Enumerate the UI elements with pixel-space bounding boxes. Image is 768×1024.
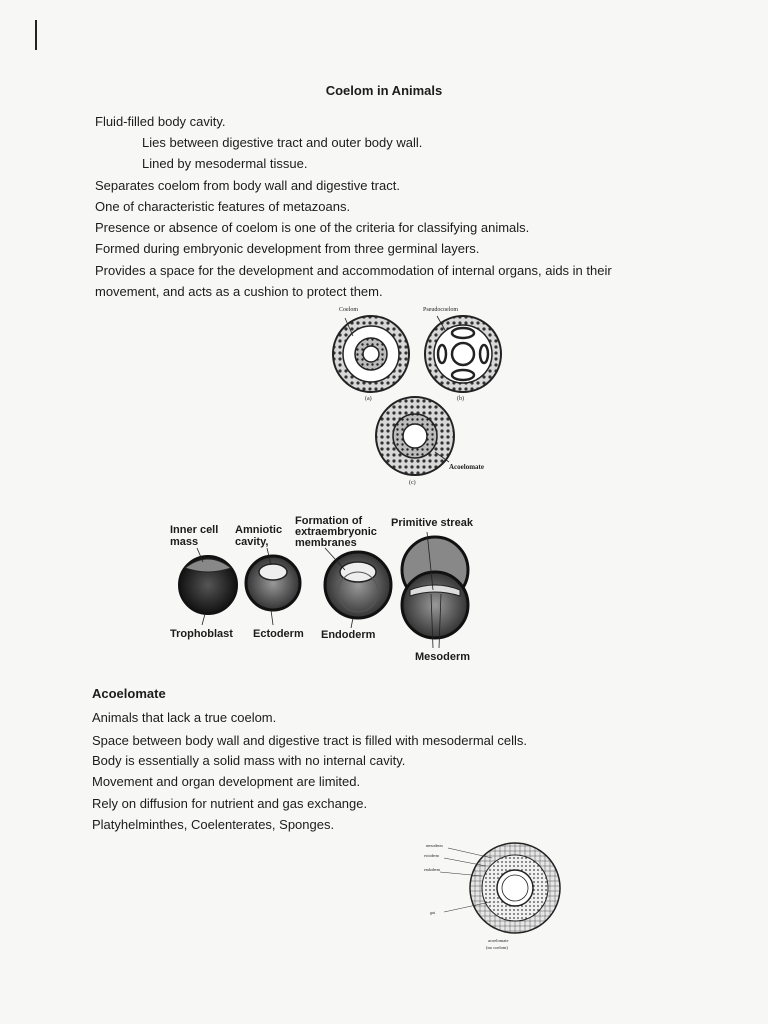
label-inner-cell: Inner cell <box>170 524 219 536</box>
acoelomate-line: Body is essentially a solid mass with no internal cavity. <box>92 753 406 768</box>
tiny-label: gut <box>430 910 436 915</box>
endoderm-label: Endoderm <box>321 629 376 641</box>
acoelomate-line: Movement and organ development are limited. <box>92 774 361 789</box>
stage-extraembryonic <box>325 552 391 618</box>
label-cavity: cavity, <box>235 536 269 548</box>
label-a: (a) <box>365 396 372 402</box>
acoelomate-line: Rely on diffusion for nutrient and gas exchange. <box>92 796 368 811</box>
intro-line: Fluid-filled body cavity. <box>95 114 226 129</box>
trophoblast-label: Trophoblast <box>170 628 233 640</box>
acoelomate-cross-section-figure <box>420 836 570 956</box>
tiny-label: acoelomate <box>488 938 509 943</box>
label-b: (b) <box>457 396 464 402</box>
intro-line: Presence or absence of coelom is one of the criteria for classifying animals. <box>95 220 530 235</box>
tiny-label: mesoderm <box>426 843 443 848</box>
label-amniotic: Amniotic <box>235 524 283 536</box>
coelomate-diagram <box>333 316 409 392</box>
label-formation-of: Formation of <box>295 515 363 527</box>
tiny-label: endoderm <box>424 867 440 872</box>
acoelomate-line: Platyhelminthes, Coelenterates, Sponges. <box>92 817 335 832</box>
pseudocoelomate-diagram <box>425 316 501 392</box>
intro-line: One of characteristic features of metazoans. <box>95 199 351 214</box>
intro-line: Provides a space for the development and accommodation of internal organs, aids in their <box>95 263 612 278</box>
acoelomate-heading: Acoelomate <box>92 686 166 701</box>
acoelomate-diagram <box>376 397 454 475</box>
label-c: (c) <box>409 480 416 486</box>
coelom-cross-sections-figure <box>325 302 515 487</box>
tiny-label: (no coelom) <box>486 945 508 950</box>
pseudocoelom-label: Pseudocoelom <box>423 307 458 313</box>
acoelomate-line: Space between body wall and digestive tract is filled with mesodermal cells. <box>92 733 527 748</box>
stage-amniotic-cavity <box>246 556 300 610</box>
embryonic-development-figure <box>165 510 495 670</box>
coelom-label: Coelom <box>339 307 358 313</box>
tiny-label: ectoderm <box>424 853 439 858</box>
acoelomate-figure-label: Acoelomate <box>449 463 484 471</box>
page-title: Coelom in Animals <box>325 83 443 98</box>
intro-line: Lies between digestive tract and outer body wall. <box>142 135 423 150</box>
label-membranes: membranes <box>295 537 357 549</box>
pen-mark <box>35 20 37 50</box>
stage-primitive-streak <box>402 537 468 638</box>
acoelomate-line: Animals that lack a true coelom. <box>92 710 277 725</box>
primitive-streak-label: Primitive streak <box>391 517 473 529</box>
intro-line: Separates coelom from body wall and digestive tract. <box>95 178 400 193</box>
intro-line: movement, and acts as a cushion to protect them. <box>95 284 383 299</box>
intro-line: Formed during embryonic development from three germinal layers. <box>95 241 480 256</box>
label-mass: mass <box>170 536 199 548</box>
intro-line: Lined by mesodermal tissue. <box>142 156 308 171</box>
mesoderm-label: Mesoderm <box>415 651 471 663</box>
ectoderm-label: Ectoderm <box>253 628 304 640</box>
label-extraembryonic: extraembryonic <box>295 526 377 538</box>
stage-inner-cell-mass <box>179 556 237 614</box>
